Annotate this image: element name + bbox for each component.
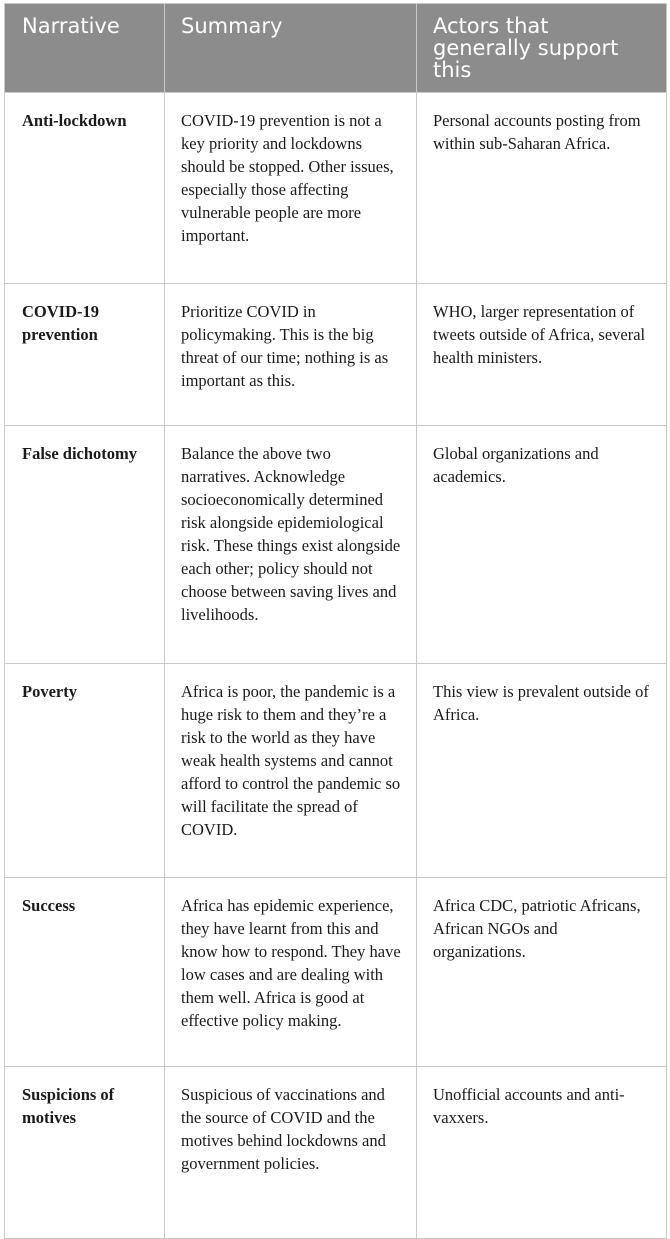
header-row (5, 4, 667, 93)
narrative-cell: Success (5, 878, 165, 1067)
table-row (5, 1067, 667, 1239)
actors-cell: Personal accounts posting from within sub-Saharan Africa. (417, 93, 667, 284)
table-row (5, 664, 667, 878)
actors-cell: Unofficial accounts and anti-vaxxers. (417, 1067, 667, 1239)
actors-cell: Global organizations and academics. (417, 426, 667, 664)
actors-cell: Africa CDC, patriotic Africans, African NGOs and organizations. (417, 878, 667, 1067)
summary-cell: COVID-19 prevention is not a key priority and lockdowns should be stopped. Other issues, especially those affecting vulnerable people are more important. (165, 93, 417, 284)
table-row (5, 93, 667, 284)
header-narrative: Narrative (5, 4, 165, 93)
summary-cell: Suspicious of vaccinations and the source of COVID and the motives behind lockdowns and government policies. (165, 1067, 417, 1239)
table-header (5, 4, 667, 93)
actors-cell: This view is prevalent outside of Africa. (417, 664, 667, 878)
summary-cell: Africa has epidemic experience, they have learnt from this and know how to respond. They have low cases and are dealing with them well. Africa is good at effective policy making. (165, 878, 417, 1067)
summary-cell: Africa is poor, the pandemic is a huge risk to them and they’re a risk to the world as they have weak health systems and cannot afford to control the pandemic so will facilitate the spread of COVID. (165, 664, 417, 878)
narrative-cell: False dichotomy (5, 426, 165, 664)
summary-cell: Balance the above two narratives. Acknowledge socioeconomically determined risk alongside epidemiological risk. These things exist alongside each other; policy should not choose between saving lives and livelihoods. (165, 426, 417, 664)
table-body (5, 93, 667, 1239)
header-actors: Actors that generally support this (417, 4, 667, 93)
narrative-cell: Poverty (5, 664, 165, 878)
actors-cell: WHO, larger representation of tweets outside of Africa, several health ministers. (417, 284, 667, 426)
narrative-cell: Suspicions of motives (5, 1067, 165, 1239)
summary-cell: Prioritize COVID in policymaking. This is the big threat of our time; nothing is as important as this. (165, 284, 417, 426)
table-row (5, 284, 667, 426)
narrative-cell: Anti-lockdown (5, 93, 165, 284)
table-row (5, 426, 667, 664)
header-summary: Summary (165, 4, 417, 93)
narrative-cell: COVID-19 prevention (5, 284, 165, 426)
table-row (5, 878, 667, 1067)
narratives-table (4, 3, 667, 1239)
